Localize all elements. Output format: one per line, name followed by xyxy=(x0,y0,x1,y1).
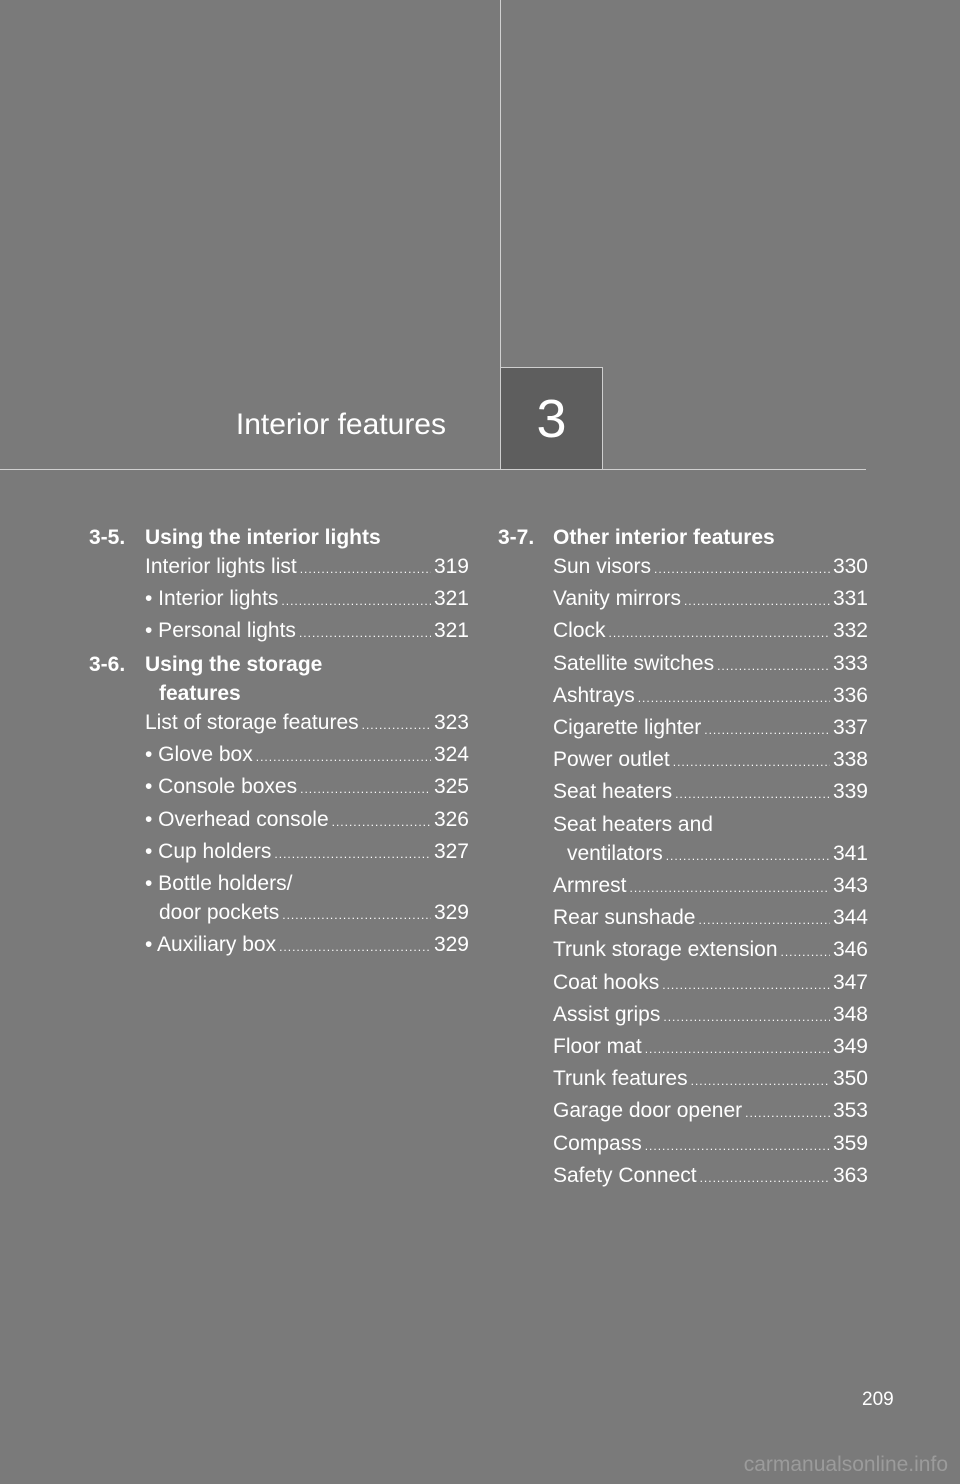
toc-entry-page: 327 xyxy=(433,839,469,863)
toc-entry[interactable] xyxy=(553,871,868,903)
dot-leader xyxy=(698,906,830,935)
toc-entry[interactable] xyxy=(145,772,469,804)
toc-entry-label: • Interior lights xyxy=(145,587,279,611)
toc-entry-label: • Personal lights xyxy=(145,619,296,643)
toc-entry[interactable] xyxy=(145,616,469,648)
dot-leader xyxy=(745,1099,830,1128)
dot-leader xyxy=(300,555,431,584)
dot-leader xyxy=(673,748,830,777)
toc-entry[interactable] xyxy=(553,1161,868,1193)
dot-leader xyxy=(663,1003,830,1032)
toc-entry-page: 336 xyxy=(832,683,868,707)
toc-section-3-5 xyxy=(89,523,469,649)
toc-entry-page: 319 xyxy=(433,555,469,578)
section-number: 3-7. xyxy=(498,526,535,549)
toc-entry-label: Coat hooks xyxy=(553,970,660,994)
dot-leader xyxy=(662,971,830,1000)
toc-entry-label: List of storage features xyxy=(145,711,359,734)
toc-entry-label: Sun visors xyxy=(553,555,652,578)
dot-leader xyxy=(630,874,830,903)
toc-entry-label: Interior lights list xyxy=(145,555,297,578)
toc-entry-label: Compass xyxy=(553,1131,642,1155)
toc-entry-page: 333 xyxy=(832,651,868,675)
toc-entry-page: 344 xyxy=(832,906,868,930)
section-number: 3-5. xyxy=(89,526,126,549)
section-title[interactable]: Using the interior lights xyxy=(145,526,381,549)
toc-entry[interactable] xyxy=(553,1096,868,1128)
page-number: 209 xyxy=(862,1389,894,1410)
header-horizontal-rule xyxy=(0,469,866,470)
toc-entry-first-line[interactable]: • Bottle holders/ xyxy=(145,872,293,896)
toc-entry-label: • Glove box xyxy=(145,743,253,767)
toc-entry-label: door pockets xyxy=(159,901,280,925)
toc-entry[interactable] xyxy=(145,740,469,772)
toc-entry-label: Trunk storage extension xyxy=(553,938,778,962)
dot-leader xyxy=(281,587,431,616)
toc-entry-label: Satellite switches xyxy=(553,651,715,675)
toc-section-3-6 xyxy=(89,650,469,963)
dot-leader xyxy=(282,901,431,930)
toc-entry-page: 323 xyxy=(433,711,469,734)
chapter-number: 3 xyxy=(536,388,567,449)
toc-entry-label: Ashtrays xyxy=(553,683,635,707)
dot-leader xyxy=(781,938,830,967)
toc-entry-page: 337 xyxy=(832,716,868,740)
toc-entry-label: Power outlet xyxy=(553,748,670,772)
dot-leader xyxy=(256,743,431,772)
toc-entry-label: Floor mat xyxy=(553,1035,642,1059)
toc-entry[interactable] xyxy=(145,837,469,869)
toc-entry-page: 350 xyxy=(832,1067,868,1091)
toc-entry[interactable] xyxy=(145,930,469,962)
toc-entry-page: 341 xyxy=(832,841,868,865)
toc-entry-label: Assist grips xyxy=(553,1002,661,1026)
toc-entry-page: 343 xyxy=(832,874,868,898)
dot-leader xyxy=(279,933,431,962)
toc-entry-page: 332 xyxy=(832,619,868,643)
toc-entry[interactable] xyxy=(553,616,868,648)
toc-entry-label: • Auxiliary box xyxy=(145,933,277,957)
chapter-title: Interior features xyxy=(235,408,446,441)
toc-entry[interactable] xyxy=(145,552,469,584)
toc-entry-page: 321 xyxy=(433,619,469,643)
toc-entry-page: 329 xyxy=(433,901,469,925)
toc-entry[interactable] xyxy=(553,745,868,777)
dot-leader xyxy=(666,842,830,871)
chapter-number-box xyxy=(500,367,603,470)
toc-entry[interactable] xyxy=(553,839,868,871)
dot-leader xyxy=(645,1035,830,1064)
dot-leader xyxy=(704,716,830,745)
toc-entry-label: Vanity mirrors xyxy=(553,587,681,611)
toc-entry-page: 338 xyxy=(832,748,868,772)
toc-section-3-7 xyxy=(498,523,868,1193)
section-number: 3-6. xyxy=(89,653,126,676)
toc-entry-first-line[interactable]: Seat heaters and xyxy=(553,812,713,836)
toc-entry-page: 348 xyxy=(832,1002,868,1026)
toc-entry-label: Cigarette lighter xyxy=(553,716,702,740)
section-title-line2: features xyxy=(159,682,241,705)
toc-entry-label: • Cup holders xyxy=(145,839,272,863)
toc-entry-page: 353 xyxy=(832,1099,868,1123)
toc-entry[interactable] xyxy=(553,552,868,584)
toc-entry[interactable] xyxy=(553,713,868,745)
dot-leader xyxy=(638,684,830,713)
toc-entry[interactable] xyxy=(553,1129,868,1161)
dot-leader xyxy=(684,587,830,616)
dot-leader xyxy=(332,808,431,837)
toc-entry-page: 331 xyxy=(832,587,868,611)
toc-entry-page: 347 xyxy=(832,970,868,994)
toc-entry-label: Rear sunshade xyxy=(553,906,696,930)
toc-entry-label: Seat heaters xyxy=(553,780,673,804)
toc-entry[interactable] xyxy=(553,649,868,681)
dot-leader xyxy=(274,840,431,869)
toc-entry-label: Armrest xyxy=(553,874,627,898)
toc-entry[interactable] xyxy=(145,898,469,930)
toc-entry-page: 330 xyxy=(832,555,868,578)
dot-leader xyxy=(300,775,431,804)
section-title[interactable] xyxy=(145,650,469,708)
toc-entry-label: Trunk features xyxy=(553,1067,688,1091)
toc-entry-page: 346 xyxy=(832,938,868,962)
dot-leader xyxy=(700,1164,830,1193)
toc-entry[interactable] xyxy=(553,968,868,1000)
toc-entry[interactable] xyxy=(553,1032,868,1064)
toc-entry-page: 329 xyxy=(433,933,469,957)
toc-entry-label: Clock xyxy=(553,619,606,643)
toc-entry[interactable] xyxy=(553,903,868,935)
toc-entry-list xyxy=(553,552,868,1193)
dot-leader xyxy=(654,555,830,584)
toc-entry[interactable] xyxy=(553,1000,868,1032)
toc-entry-label: ventilators xyxy=(567,841,663,865)
toc-entry-page: 326 xyxy=(433,807,469,831)
toc-entry-page: 349 xyxy=(832,1035,868,1059)
toc-entry-label: Safety Connect xyxy=(553,1163,697,1187)
toc-entry-label: • Console boxes xyxy=(145,775,298,799)
toc-entry[interactable] xyxy=(145,805,469,837)
toc-entry[interactable] xyxy=(553,935,868,967)
dot-leader xyxy=(299,619,431,648)
dot-leader xyxy=(645,1132,830,1161)
toc-entry[interactable] xyxy=(553,777,868,809)
toc-entry-page: 325 xyxy=(433,775,469,799)
dot-leader xyxy=(691,1067,830,1096)
dot-leader xyxy=(609,619,830,648)
watermark-text: carmanualsonline.info xyxy=(743,1453,948,1476)
toc-entry[interactable] xyxy=(553,681,868,713)
dot-leader xyxy=(675,780,830,809)
dot-leader xyxy=(717,652,830,681)
section-title[interactable]: Other interior features xyxy=(553,526,775,549)
toc-entry-page: 359 xyxy=(832,1131,868,1155)
toc-entry[interactable] xyxy=(145,584,469,616)
toc-entry-page: 339 xyxy=(832,780,868,804)
toc-entry[interactable] xyxy=(145,708,469,740)
toc-entry-label: Garage door opener xyxy=(553,1099,743,1123)
toc-entry[interactable] xyxy=(553,1064,868,1096)
toc-entry-label: • Overhead console xyxy=(145,807,329,831)
dot-leader xyxy=(362,711,431,740)
toc-entry-page: 321 xyxy=(433,587,469,611)
toc-entry[interactable] xyxy=(553,584,868,616)
toc-entry-page: 363 xyxy=(832,1163,868,1187)
toc-entry-page: 324 xyxy=(433,743,469,767)
section-title-line1: Using the storage xyxy=(145,653,323,676)
